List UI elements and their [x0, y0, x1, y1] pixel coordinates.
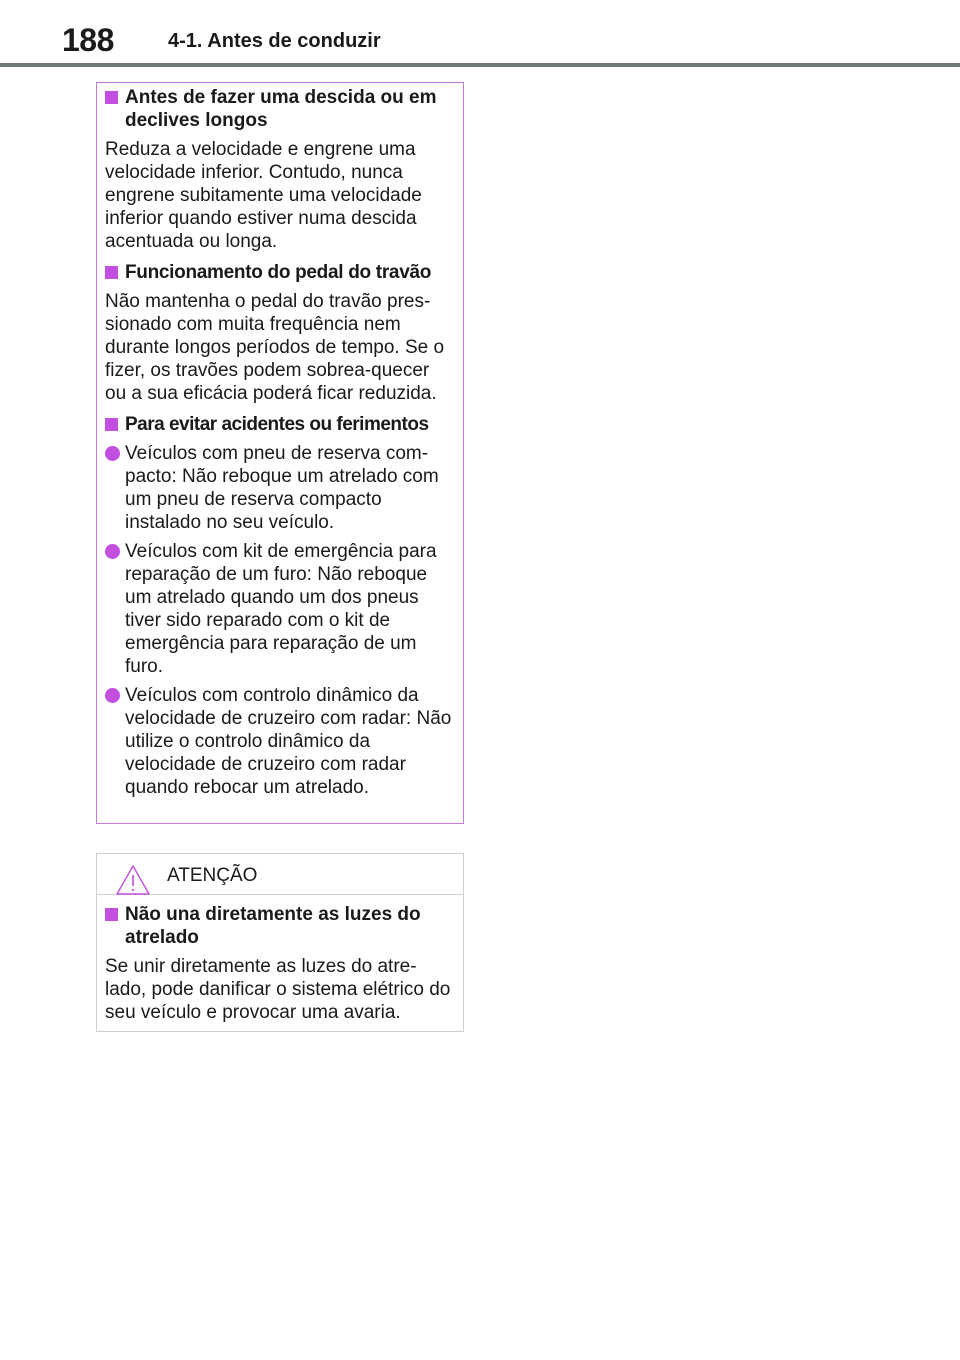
page-number: 188 [62, 22, 114, 58]
warning-box [96, 853, 464, 1032]
circle-bullet-icon [105, 544, 120, 559]
notice-heading-brake: Funcionamento do pedal do travão [105, 261, 455, 284]
warning-header [97, 854, 463, 895]
header-divider [0, 63, 960, 67]
square-bullet-icon [105, 266, 118, 279]
notice-text-brake: Não mantenha o pedal do travão pres-sionado com muita frequência nem durante longos períodos de tempo. Se o fizer, os travões podem sobrea-quecer ou a sua eficácia poderá ficar reduzida. [105, 291, 445, 404]
notice-box [96, 82, 464, 824]
notice-heading-accidents: Para evitar acidentes ou ferimentos [105, 413, 455, 436]
square-bullet-icon [105, 908, 118, 921]
warning-heading: Não una diretamente as luzes do atrelado [105, 903, 455, 949]
page-header [0, 0, 960, 68]
notice-heading-descent: Antes de fazer uma descida ou em declives longos [105, 86, 455, 132]
circle-bullet-icon [105, 446, 120, 461]
list-item: Veículos com pneu de reserva com-pacto: Não reboque um atrelado com um pneu de reserva compacto instalado no seu veículo. [105, 442, 455, 534]
square-bullet-icon [105, 91, 118, 104]
warning-text: Se unir diretamente as luzes do atre-lado, pode danificar o sistema elétrico do seu veículo e provocar uma avaria. [105, 956, 451, 1023]
list-item: Veículos com controlo dinâmico da velocidade de cruzeiro com radar: Não utilize o controlo dinâmico da velocidade de cruzeiro com radar quando rebocar um atrelado. [105, 684, 455, 799]
warning-label: ATENÇÃO [167, 865, 258, 886]
circle-bullet-icon [105, 688, 120, 703]
warning-triangle-icon [115, 864, 151, 896]
section-title: 4-1. Antes de conduzir [168, 30, 381, 52]
notice-text-descent: Reduza a velocidade e engrene uma velocidade inferior. Contudo, nunca engrene subitamente uma velocidade inferior quando estiver numa descida acentuada ou longa. [105, 139, 422, 252]
square-bullet-icon [105, 418, 118, 431]
list-item: Veículos com kit de emergência para reparação de um furo: Não reboque um atrelado quando um dos pneus tiver sido reparado com o kit de emergência para reparação de um furo. [105, 540, 455, 678]
